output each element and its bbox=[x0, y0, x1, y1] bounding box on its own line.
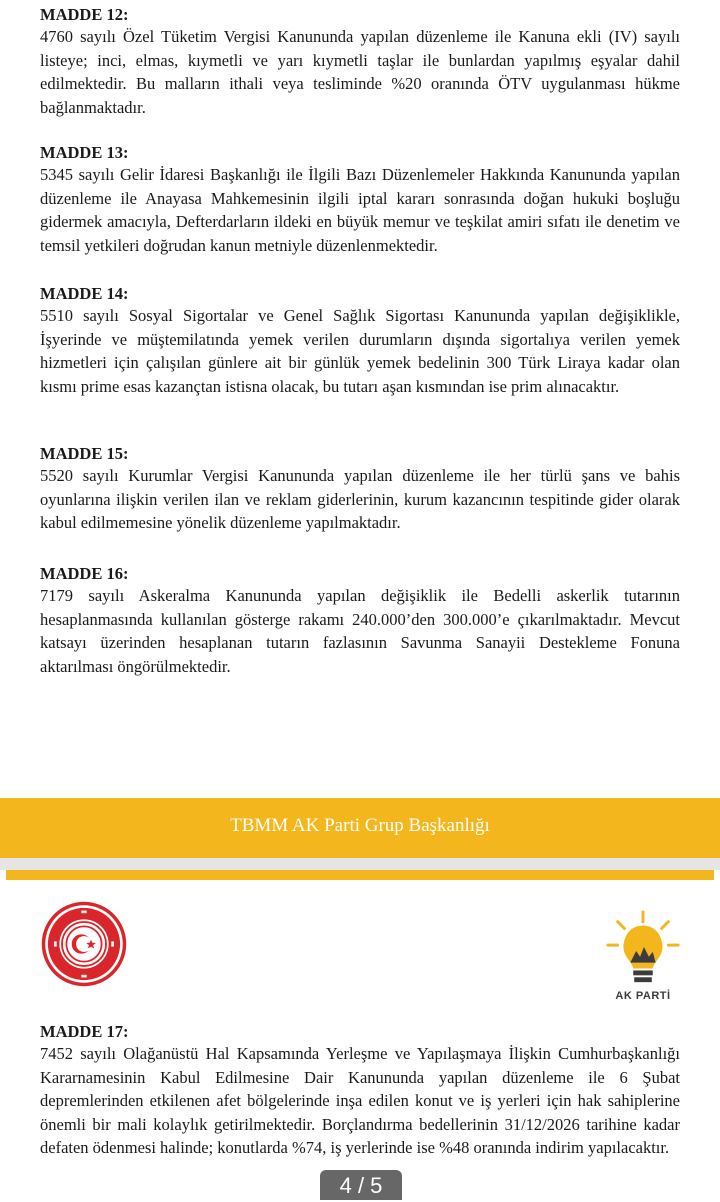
article-heading: MADDE 16: bbox=[40, 564, 129, 583]
page-footer-band bbox=[0, 798, 720, 858]
article-body: 4760 sayılı Özel Tüketim Vergisi Kanununda yapılan düzenleme ile Kanuna ekli (IV) sayılı listeye; inci, elmas, kıymetli ve yarı kıymetli taşlar ile bunlardan yapılmış eşyalar dahil edilmektedir. Bu malların ithali veya tesliminde %20 oranında ÖTV uygulanması hükme bağlanmaktadır. bbox=[40, 27, 680, 117]
page-header-strip bbox=[6, 870, 714, 880]
article-17 bbox=[40, 1021, 680, 1160]
article-16 bbox=[40, 563, 680, 678]
ak-parti-bulb-logo bbox=[604, 908, 682, 990]
tbmm-seal-logo bbox=[40, 900, 128, 988]
article-12 bbox=[40, 4, 680, 119]
article-13 bbox=[40, 142, 680, 257]
article-heading: MADDE 17: bbox=[40, 1022, 129, 1041]
article-body: 5345 sayılı Gelir İdaresi Başkanlığı ile İlgili Bazı Düzenlemeler Hakkında Kanununda yapılan düzenleme ile Anayasa Mahkemesinin ilgili iptal kararı sonrasında doğan hukuki boşluğu gidermek amacıyla, Defterdarların ildeki en büyük memur ve teşkilat amiri sıfatı ile denetim ve temsil yetkileri doğrudan kanun metniyle düzenlenmektedir. bbox=[40, 165, 680, 255]
article-14 bbox=[40, 283, 680, 398]
article-heading: MADDE 15: bbox=[40, 444, 129, 463]
article-body: 5510 sayılı Sosyal Sigortalar ve Genel Sağlık Sigortası Kanununda yapılan değişiklikle, İşyerinde ve müştemilatında yemek verilen durumların dışında sigortalıya verilen yemek hizmetleri için çalışılan günlere ait bir günlük yemek bedelinin 300 Türk Liraya kadar olan kısmı prime esas kazançtan istisna olacak, bu tutarı aşan kısmından ise prim alınacaktır. bbox=[40, 306, 680, 396]
footer-title: TBMM AK Parti Grup Başkanlığı bbox=[230, 815, 490, 836]
article-heading: MADDE 12: bbox=[40, 5, 129, 24]
page-separator bbox=[0, 858, 720, 870]
document-page-5 bbox=[0, 870, 720, 1200]
article-heading: MADDE 14: bbox=[40, 284, 129, 303]
page-indicator: 4 / 5 bbox=[320, 1170, 402, 1200]
article-body: 7452 sayılı Olağanüstü Hal Kapsamında Yerleşme ve Yapılaşmaya İlişkin Cumhurbaşkanlığı Kararnamesinin Kabul Edilmesine Dair Kanununda yapılan düzenleme ile 6 Şubat depremlerinden etkilenen afet bölgelerinde inşa edilen konut ve iş yerleri için hak sahiplerine önemli bir mali kolaylık getirilmektedir. Borçlandırma bedellerinin 31/12/2026 tarihine kadar defaten ödenmesi halinde; konutlarda %74, iş yerlerinde ise %48 oranında indirim yapılacaktır. bbox=[40, 1044, 680, 1157]
article-body: 5520 sayılı Kurumlar Vergisi Kanununda yapılan düzenleme ile her türlü şans ve bahis oyunlarına ilişkin verilen ilan ve reklam giderlerinin, kurum kazancının tespitinde gider olarak kabul edilmemesine yönelik düzenleme yapılmaktadır. bbox=[40, 466, 680, 532]
article-15 bbox=[40, 443, 680, 535]
article-heading: MADDE 13: bbox=[40, 143, 129, 162]
ak-parti-logo-text: AK PARTİ bbox=[615, 990, 671, 1002]
article-body: 7179 sayılı Askeralma Kanununda yapılan değişiklik ile Bedelli askerlik tutarının hesaplanmasında kullanılan gösterge rakamı 240.000’den 300.000’e çıkarılmaktadır. Mevcut katsayı üzerinden hesaplanan tutarın fazlasının Savunma Sanayii Destekleme Fonuna aktarılması öngörülmektedir. bbox=[40, 586, 680, 676]
